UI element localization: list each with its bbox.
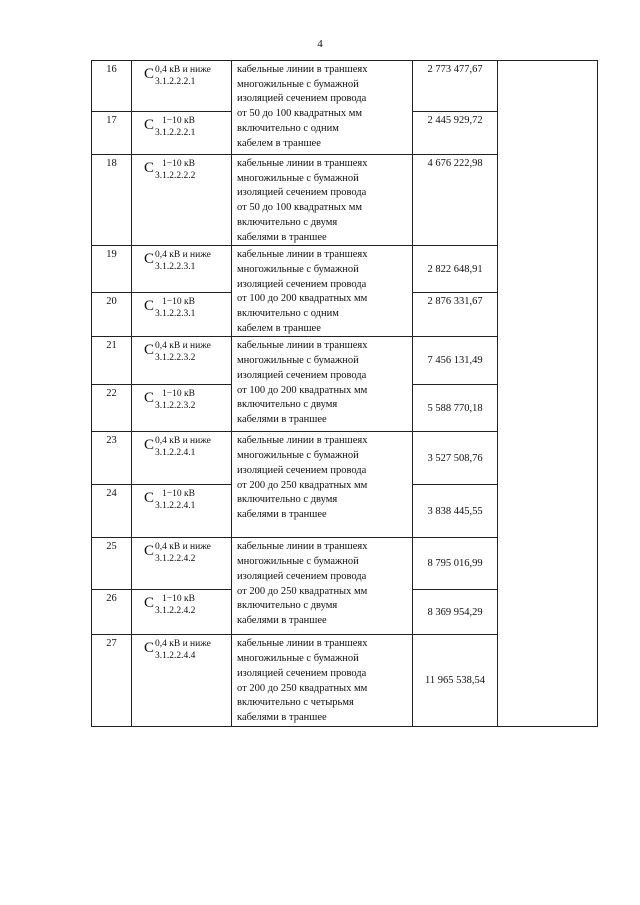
description-cell: кабельные линии в траншеях многожильные с бумажной изоляцией сечением провода от 50 до 100 квадратных мм включительно с двумя кабелями в траншее	[232, 155, 413, 246]
row-number: 27	[92, 635, 132, 726]
rate-code: C 0,4 кВ и ниже 3.1.2.2.3.2	[132, 337, 232, 385]
rate-value: 8 795 016,99	[413, 538, 498, 590]
row-number: 19	[92, 246, 132, 293]
rate-value: 7 456 131,49	[413, 337, 498, 385]
rate-value: 3 838 445,55	[413, 485, 498, 538]
rate-code: C 0,4 кВ и ниже 3.1.2.2.2.1	[132, 61, 232, 112]
rate-code: C 0,4 кВ и ниже 3.1.2.2.4.4	[132, 635, 232, 726]
description-cell: кабельные линии в траншеях многожильные с бумажной изоляцией сечением провода от 200 до 250 квадратных мм включительно с четырьмя кабелями в траншее	[232, 635, 413, 726]
table-row	[92, 61, 598, 112]
rate-value: 2 822 648,91	[413, 246, 498, 293]
rate-value: 11 965 538,54	[413, 635, 498, 726]
rate-value: 2 773 477,67	[413, 61, 498, 112]
rate-code: C 0,4 кВ и ниже 3.1.2.2.4.2	[132, 538, 232, 590]
description-cell: кабельные линии в траншеях многожильные с бумажной изоляцией сечением провода от 50 до 100 квадратных мм включительно с одним кабелем в траншее	[232, 61, 413, 155]
row-number: 17	[92, 112, 132, 155]
description-cell: кабельные линии в траншеях многожильные с бумажной изоляцией сечением провода от 100 до 200 квадратных мм включительно с одним кабелем в траншее	[232, 246, 413, 337]
description-cell: кабельные линии в траншеях многожильные с бумажной изоляцией сечением провода от 100 до 200 квадратных мм включительно с двумя кабелями в траншее	[232, 337, 413, 432]
rate-code: C 0,4 кВ и ниже 3.1.2.2.3.1	[132, 246, 232, 293]
rate-code: C 1−10 кВ 3.1.2.2.4.1	[132, 485, 232, 538]
rate-value: 4 676 222,98	[413, 155, 498, 246]
rate-code: C 1−10 кВ 3.1.2.2.2.1	[132, 112, 232, 155]
rate-value: 8 369 954,29	[413, 590, 498, 635]
row-number: 21	[92, 337, 132, 385]
row-number: 24	[92, 485, 132, 538]
rate-code: C 0,4 кВ и ниже 3.1.2.2.4.1	[132, 432, 232, 485]
row-number: 22	[92, 385, 132, 432]
row-number: 26	[92, 590, 132, 635]
row-number: 23	[92, 432, 132, 485]
rate-value: 2 445 929,72	[413, 112, 498, 155]
rate-code: C 1−10 кВ 3.1.2.2.4.2	[132, 590, 232, 635]
rate-value: 2 876 331,67	[413, 293, 498, 337]
empty-column	[498, 61, 598, 727]
row-number: 20	[92, 293, 132, 337]
row-number: 16	[92, 61, 132, 112]
description-cell: кабельные линии в траншеях многожильные с бумажной изоляцией сечением провода от 200 до 250 квадратных мм включительно с двумя кабелями в траншее	[232, 432, 413, 538]
rate-code: C 1−10 кВ 3.1.2.2.2.2	[132, 155, 232, 246]
description-cell: кабельные линии в траншеях многожильные с бумажной изоляцией сечением провода от 200 до 250 квадратных мм включительно с двумя кабелями в траншее	[232, 538, 413, 635]
rate-value: 5 588 770,18	[413, 385, 498, 432]
rate-code: C 1−10 кВ 3.1.2.2.3.1	[132, 293, 232, 337]
row-number: 18	[92, 155, 132, 246]
rates-table	[91, 60, 598, 727]
rate-value: 3 527 508,76	[413, 432, 498, 485]
row-number: 25	[92, 538, 132, 590]
page-number: 4	[317, 38, 323, 50]
rate-code: C 1−10 кВ 3.1.2.2.3.2	[132, 385, 232, 432]
